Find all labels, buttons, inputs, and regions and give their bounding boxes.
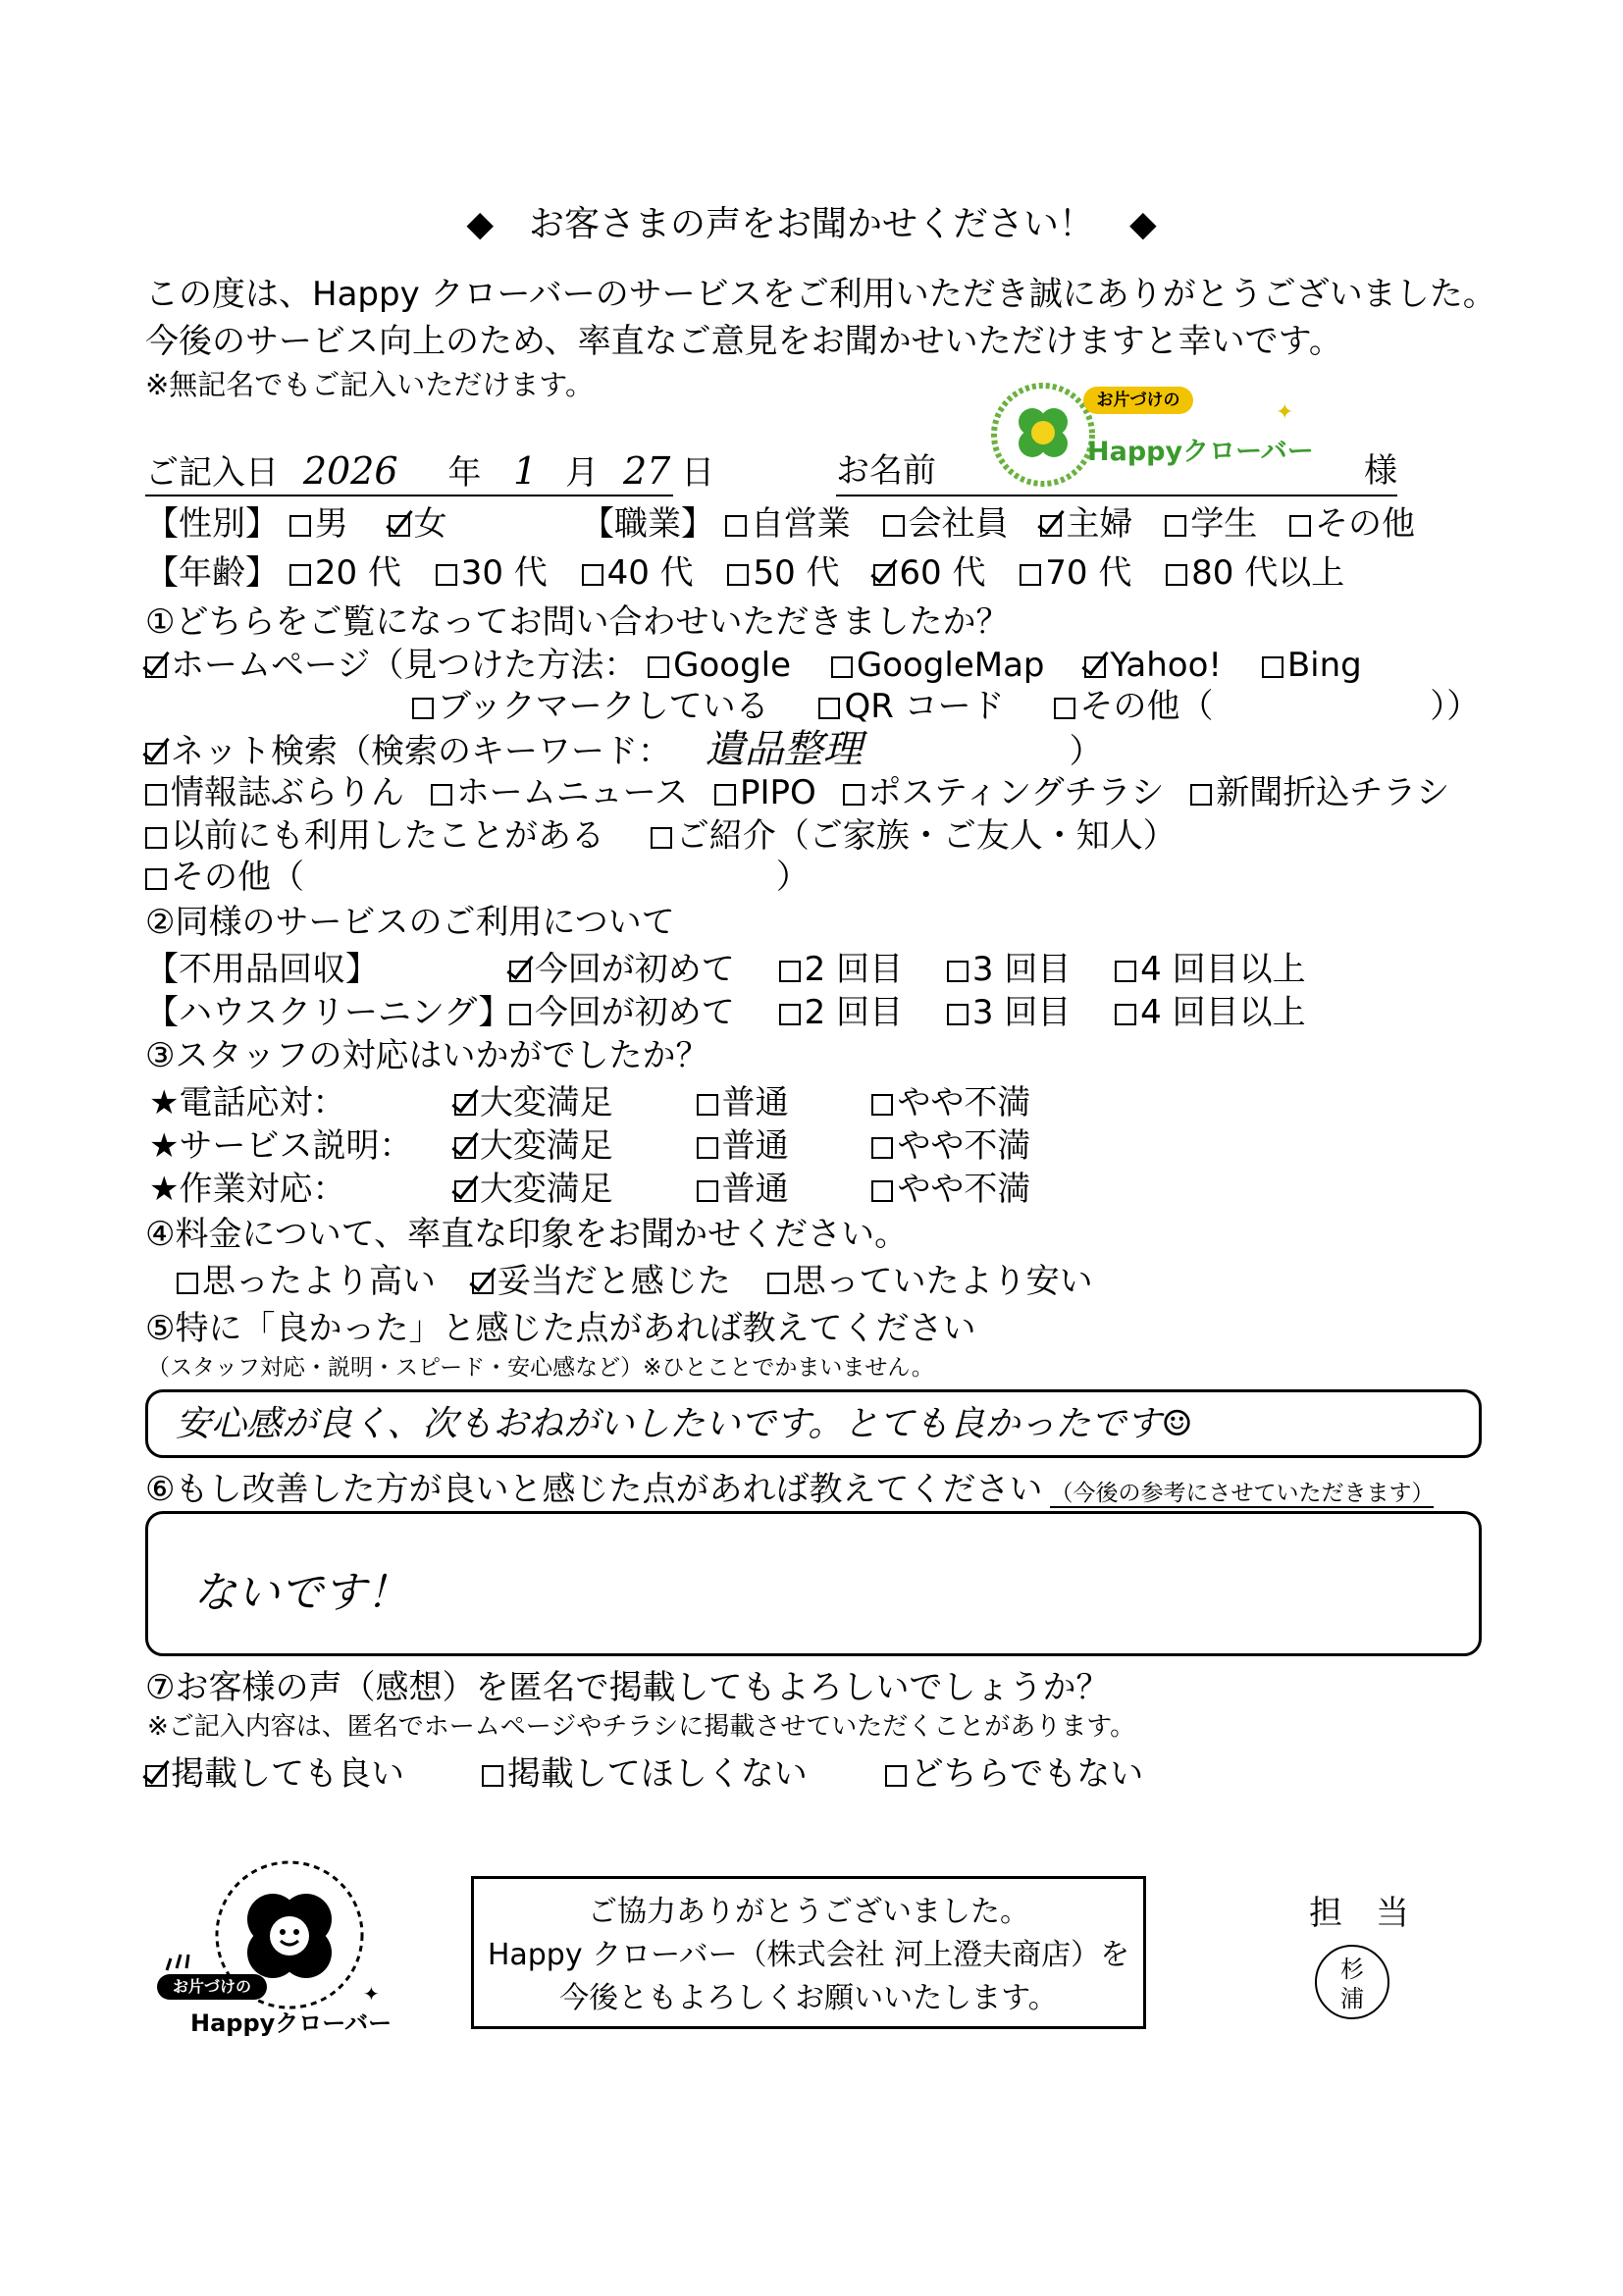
q1-hp-close: ））: [1430, 687, 1481, 726]
checkbox[interactable]: [871, 1137, 893, 1159]
q4-reasonable[interactable]: 妥当だと感じた: [472, 1262, 731, 1301]
logo-name: Happyクローバー: [1087, 437, 1314, 467]
q1-homepage-row2: [412, 685, 1480, 728]
checkbox-checked[interactable]: [873, 564, 895, 586]
q1-net-row: [145, 728, 1103, 773]
age-50[interactable]: 50 代: [727, 553, 839, 593]
q1-pipo[interactable]: PIPO: [714, 773, 816, 812]
q1-net-keyword: 遺品整理: [705, 727, 863, 772]
checkbox[interactable]: [582, 564, 603, 586]
checkbox[interactable]: [725, 515, 747, 537]
checkbox-checked[interactable]: [145, 743, 167, 764]
q5-answer-box[interactable]: [145, 1389, 1482, 1458]
checkbox[interactable]: [145, 827, 167, 849]
staff-stamp: 杉浦: [1315, 1945, 1389, 2019]
checkbox[interactable]: [779, 961, 801, 982]
gender-label: 【性別】: [145, 504, 279, 544]
checkbox[interactable]: [1166, 564, 1187, 586]
checkbox[interactable]: [818, 698, 840, 719]
gender-male[interactable]: 男: [289, 504, 348, 544]
q3-row-label: ★電話応対：: [149, 1083, 346, 1122]
checkbox[interactable]: [1115, 1004, 1136, 1025]
q3-dissatisfied[interactable]: やや不満: [871, 1170, 1030, 1209]
q7-note: ※ご記入内容は、匿名でホームページやチラシに掲載させていただくことがあります。: [147, 1712, 1136, 1742]
q2-first[interactable]: 今回が初めて: [509, 950, 735, 989]
checkbox[interactable]: [412, 698, 434, 719]
q2-row-fuyohin: [145, 948, 1306, 991]
q5-answer: 安心感が良く、次もおねがいしたいです。とても良かったです☺: [176, 1404, 1193, 1444]
q2-third[interactable]: 3 回目: [947, 950, 1071, 989]
q2-second[interactable]: 2 回目: [779, 993, 903, 1032]
q4-title: ④料金について、率直な印象をお聞かせください。: [145, 1215, 909, 1254]
checkbox[interactable]: [145, 868, 167, 890]
q1-net-close: ）: [1069, 732, 1103, 771]
q2-third[interactable]: 3 回目: [947, 993, 1071, 1032]
age-label: 【年齢】: [145, 553, 279, 593]
q1-other-row: [145, 856, 810, 899]
page-title: ◆ お客さまの声をお聞かせください！ ◆: [466, 204, 1157, 244]
intro-line-1: この度は、Happy クローバーのサービスをご利用いただき誠にありがとうございました。: [145, 275, 1496, 314]
q3-very-satisfied[interactable]: 大変満足: [454, 1124, 686, 1168]
name-suffix: 様: [1364, 451, 1397, 491]
checkbox[interactable]: [509, 1004, 531, 1025]
thanks-line-2: Happy クローバー（株式会社 河上澄夫商店）を: [487, 1938, 1130, 1972]
q1-other[interactable]: その他（: [145, 858, 304, 897]
checkbox[interactable]: [1020, 564, 1041, 586]
checkbox[interactable]: [767, 1273, 789, 1294]
q2-fourth[interactable]: 4 回目以上: [1115, 950, 1305, 989]
date-year: 2026: [302, 449, 398, 493]
staff-label: 担 当: [1309, 1894, 1409, 1933]
q6-note: （今後の参考にさせていただきます）: [1050, 1481, 1435, 1506]
checkbox[interactable]: [177, 1273, 198, 1294]
q1-newspaper[interactable]: 新聞折込チラシ: [1190, 773, 1449, 812]
q6-answer-box[interactable]: [145, 1511, 1482, 1656]
q1-hp-other[interactable]: その他（: [1054, 687, 1213, 726]
q1-homepage[interactable]: ホームページ（見つけた方法：: [145, 646, 637, 685]
footer-logo-name: Happyクローバー: [190, 2009, 393, 2037]
checkbox-checked[interactable]: [454, 1137, 476, 1159]
checkbox[interactable]: [843, 784, 864, 806]
date-field: [145, 449, 715, 496]
footer-logo-brand: お片づけの: [172, 1977, 251, 1996]
q7-allow[interactable]: 掲載しても良い: [145, 1754, 404, 1794]
q1-repeat[interactable]: 以前にも利用したことがある: [145, 816, 604, 856]
checkbox[interactable]: [885, 1765, 907, 1787]
q2-title: ②同様のサービスのご利用について: [145, 903, 675, 942]
age-row: [145, 551, 1344, 595]
age-60[interactable]: 60 代: [873, 553, 985, 593]
q2-row-cleaning: [145, 991, 1306, 1034]
q6-answer: ないです！: [193, 1568, 409, 1618]
checkbox[interactable]: [697, 1137, 718, 1159]
checkbox[interactable]: [947, 1004, 969, 1025]
q7-either[interactable]: どちらでもない: [885, 1754, 1144, 1794]
q3-row-label: ★サービス説明：: [149, 1126, 413, 1166]
q1-homenews[interactable]: ホームニュース: [431, 773, 688, 812]
q1-media-row: [145, 771, 1449, 814]
q3-row-label: ★作業対応：: [149, 1170, 346, 1209]
checkbox-checked[interactable]: [145, 1765, 167, 1787]
q7-options-row: [145, 1752, 1143, 1796]
name-label: お名前: [836, 451, 936, 491]
q1-other-close: ）: [775, 858, 810, 897]
q1-homepage-row: [145, 644, 1362, 687]
checkbox[interactable]: [697, 1094, 718, 1116]
checkbox[interactable]: [651, 827, 672, 849]
checkbox-checked[interactable]: [454, 1180, 476, 1202]
q1-google[interactable]: Google: [648, 646, 791, 685]
q1-qr[interactable]: QR コード: [818, 687, 1004, 726]
checkbox-checked[interactable]: [145, 656, 167, 678]
q3-normal[interactable]: 普通: [697, 1081, 862, 1124]
q3-row-phone: [149, 1081, 1030, 1124]
q2-first[interactable]: 今回が初めて: [509, 993, 735, 1032]
q3-dissatisfied[interactable]: やや不満: [871, 1126, 1030, 1166]
thanks-box: [471, 1876, 1146, 2029]
checkbox[interactable]: [482, 1765, 503, 1787]
q1-yahoo[interactable]: Yahoo!: [1084, 646, 1222, 685]
gender-female[interactable]: 女: [389, 504, 447, 544]
q1-bing[interactable]: Bing: [1262, 646, 1362, 685]
job-housewife[interactable]: 主婦: [1040, 504, 1132, 544]
q4-cheap[interactable]: 思っていたより安い: [767, 1262, 1093, 1301]
age-80-plus[interactable]: 80 代以上: [1166, 553, 1344, 593]
checkbox[interactable]: [697, 1180, 718, 1202]
footer-logo: [147, 1845, 402, 2041]
q3-very-satisfied[interactable]: 大変満足: [454, 1168, 686, 1211]
q5-title: ⑤特に「良かった」と感じた点があれば教えてください: [145, 1309, 976, 1348]
q7-deny[interactable]: 掲載してほしくない: [482, 1754, 808, 1794]
q6-title: [145, 1468, 1434, 1511]
q3-row-work: [149, 1168, 1030, 1211]
thanks-line-3: 今後ともよろしくお願いいたします。: [559, 1981, 1058, 2015]
q1-burarin[interactable]: 情報誌ぶらりん: [145, 773, 404, 812]
checkbox[interactable]: [1262, 656, 1283, 678]
q1-bookmark[interactable]: ブックマークしている: [412, 687, 769, 726]
age-70[interactable]: 70 代: [1020, 553, 1131, 593]
q3-normal[interactable]: 普通: [697, 1124, 862, 1168]
checkbox[interactable]: [436, 564, 457, 586]
date-label: ご記入日: [145, 453, 279, 493]
checkbox[interactable]: [871, 1094, 893, 1116]
q1-referral-row: [145, 814, 1177, 858]
q5-note: （スタッフ対応・説明・スピード・安心感など）※ひとことでかまいません。: [147, 1355, 934, 1381]
intro-line-2: 今後のサービス向上のため、率直なご意見をお聞かせいただけますと幸いです。: [145, 322, 1342, 361]
q7-title: ⑦お客様の声（感想）を匿名で掲載してもよろしいでしょうか？: [145, 1668, 1110, 1707]
q3-dissatisfied[interactable]: やや不満: [871, 1083, 1030, 1122]
checkbox[interactable]: [883, 515, 905, 537]
age-30[interactable]: 30 代: [436, 553, 548, 593]
age-40[interactable]: 40 代: [582, 553, 694, 593]
job-student[interactable]: 学生: [1165, 504, 1257, 544]
q2-fourth[interactable]: 4 回目以上: [1115, 993, 1305, 1032]
checkbox[interactable]: [431, 784, 452, 806]
q3-title: ③スタッフの対応はいかがでしたか？: [145, 1036, 709, 1075]
checkbox[interactable]: [1115, 961, 1136, 982]
checkbox[interactable]: [648, 656, 669, 678]
sparkle-icon: ✦: [363, 1982, 380, 2006]
q2-row-label: 【不用品回収】: [145, 950, 379, 989]
intro-note: ※無記名でもご記入いただけます。: [145, 368, 594, 401]
checkbox[interactable]: [1190, 784, 1212, 806]
checkbox-checked[interactable]: [472, 1273, 494, 1294]
checkbox[interactable]: [145, 784, 167, 806]
date-month: 1: [513, 449, 538, 493]
checkbox[interactable]: [289, 564, 311, 586]
checkbox-checked[interactable]: [1040, 515, 1062, 537]
job-row: [581, 502, 1415, 546]
checkbox[interactable]: [289, 515, 311, 537]
checkbox[interactable]: [1165, 515, 1186, 537]
q2-row-label: 【ハウスクリーニング】: [145, 993, 512, 1032]
checkbox-checked[interactable]: [389, 515, 410, 537]
clover-icon: [989, 381, 1097, 489]
q1-googlemap[interactable]: GoogleMap: [831, 646, 1045, 685]
q1-net-search[interactable]: ネット検索（検索のキーワード：: [145, 732, 671, 771]
checkbox[interactable]: [871, 1180, 893, 1202]
day-label: 日: [681, 453, 715, 493]
checkbox[interactable]: [727, 564, 749, 586]
job-label: 【職業】: [581, 504, 714, 544]
year-label: 年: [447, 453, 482, 493]
checkbox-checked[interactable]: [509, 961, 531, 982]
date-day: 27: [622, 449, 671, 493]
checkbox-checked[interactable]: [1084, 656, 1106, 678]
job-other[interactable]: その他: [1289, 504, 1415, 544]
job-company[interactable]: 会社員: [883, 504, 1009, 544]
checkbox[interactable]: [1054, 698, 1075, 719]
checkbox[interactable]: [831, 656, 853, 678]
q2-second[interactable]: 2 回目: [779, 950, 903, 989]
q1-referral[interactable]: ご紹介（ご家族・ご友人・知人）: [651, 816, 1177, 856]
gender-row: [145, 502, 447, 546]
q1-posting[interactable]: ポスティングチラシ: [843, 773, 1165, 812]
checkbox[interactable]: [1289, 515, 1311, 537]
checkbox[interactable]: [779, 1004, 801, 1025]
checkbox[interactable]: [714, 784, 736, 806]
sparkle-icon: ✦: [1276, 400, 1294, 425]
logo-brand: お片づけの: [1083, 387, 1193, 414]
thanks-line-1: ご協力ありがとうございました。: [588, 1895, 1029, 1929]
q6-title-text: ⑥もし改善した方が良いと感じた点があれば教えてください: [145, 1470, 1043, 1509]
q4-expensive[interactable]: 思ったより高い: [177, 1262, 436, 1301]
q4-options-row: [177, 1260, 1093, 1303]
month-label: 月: [565, 453, 600, 493]
q3-normal[interactable]: 普通: [697, 1168, 862, 1211]
checkbox[interactable]: [947, 961, 969, 982]
name-logo-stamp: [989, 381, 1314, 489]
q3-very-satisfied[interactable]: 大変満足: [454, 1081, 686, 1124]
q3-row-explanation: [149, 1124, 1030, 1168]
age-20[interactable]: 20 代: [289, 553, 401, 593]
q1-title: ①どちらをご覧になってお問い合わせいただきましたか？: [145, 602, 1010, 642]
job-self-employed[interactable]: 自営業: [725, 504, 851, 544]
checkbox-checked[interactable]: [454, 1094, 476, 1116]
